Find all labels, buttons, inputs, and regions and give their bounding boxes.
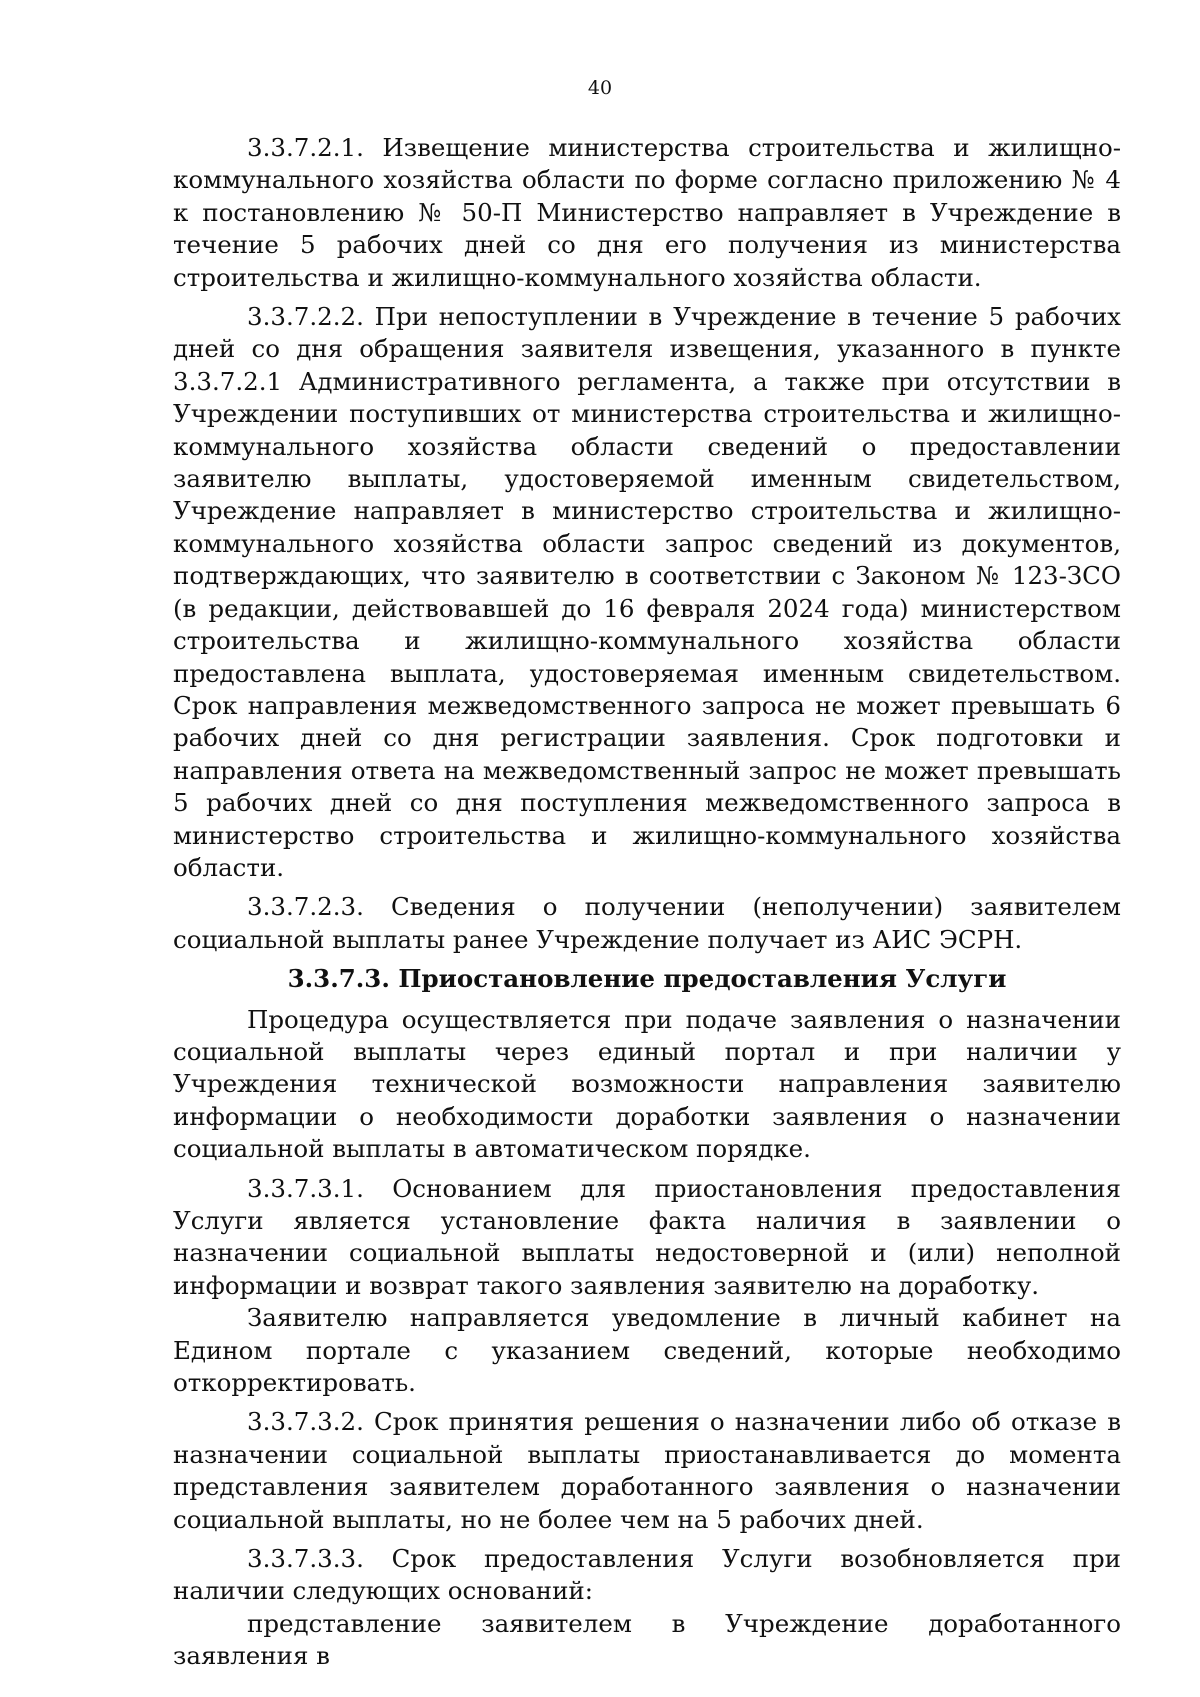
- paragraph-3-3-7-2-2: 3.3.7.2.2. При непоступлении в Учреждение в течение 5 рабочих дней со дня обращения заявителя извещения, указанного в пункте 3.3.7.2.1 Административного регламента, а также при отсутствии в Учреждении поступивших от министерства строительства и жилищно-коммунального хозяйства области сведений о предоставлении заявителю выплаты, удостоверяемой именным свидетельством, Учреждение направляет в министерство строительства и жилищно-коммунального хозяйства области запрос сведений из документов, подтверждающих, что заявителю в соответствии с Законом № 123-ЗСО (в редакции, действовавшей до 16 февраля 2024 года) министерством строительства и жилищно-коммунального хозяйства области предоставлена выплата, удостоверяемая именным свидетельством. Срок направления межведомственного запроса не может превышать 6 рабочих дней со дня регистрации заявления. Срок подготовки и направления ответа на межведомственный запрос не может превышать 5 рабочих дней со дня поступления межведомственного запроса в министерство строительства и жилищно-коммунального хозяйства области.: [173, 302, 1121, 882]
- paragraph-3-3-7-3-2: 3.3.7.3.2. Срок принятия решения о назначении либо об отказе в назначении социальной выплаты приостанавливается до момента представления заявителем доработанного заявления о назначении социальной выплаты, но не более чем на 5 рабочих дней.: [173, 1407, 1121, 1534]
- paragraph-3-3-7-3-1: 3.3.7.3.1. Основанием для приостановления предоставления Услуги является установление факта наличия в заявлении о назначении социальной выплаты недостоверной и (или) неполной информации и возврат такого заявления заявителю на доработку.: [173, 1173, 1121, 1300]
- document-body: [173, 132, 1121, 1673]
- paragraph-procedure: Процедура осуществляется при подаче заявления о назначении социальной выплаты через единый портал и при наличии у Учреждения технической возможности направления заявителю информации о необходимости доработки заявления о назначении социальной выплаты в автоматическом порядке.: [173, 1004, 1121, 1164]
- section-heading-3-3-7-3: 3.3.7.3. Приостановление предоставления Услуги: [287, 964, 1007, 994]
- paragraph-3-3-7-2-3: 3.3.7.2.3. Сведения о получении (неполучении) заявителем социальной выплаты ранее Учреждение получает из АИС ЭСРН.: [173, 892, 1121, 954]
- paragraph-notification: Заявителю направляется уведомление в личный кабинет на Едином портале с указанием сведений, которые необходимо откорректировать.: [173, 1303, 1121, 1398]
- paragraph-3-3-7-2-1: 3.3.7.2.1. Извещение министерства строительства и жилищно-коммунального хозяйства области по форме согласно приложению № 4 к постановлению № 50-П Министерство направляет в Учреждение в течение 5 рабочих дней со дня его получения из министерства строительства и жилищно-коммунального хозяйства области.: [173, 133, 1121, 292]
- paragraph-continuation: представление заявителем в Учреждение доработанного заявления в: [173, 1608, 1121, 1671]
- page-number: 40: [587, 77, 613, 99]
- paragraph-3-3-7-3-3: 3.3.7.3.3. Срок предоставления Услуги возобновляется при наличии следующих оснований:: [173, 1544, 1121, 1606]
